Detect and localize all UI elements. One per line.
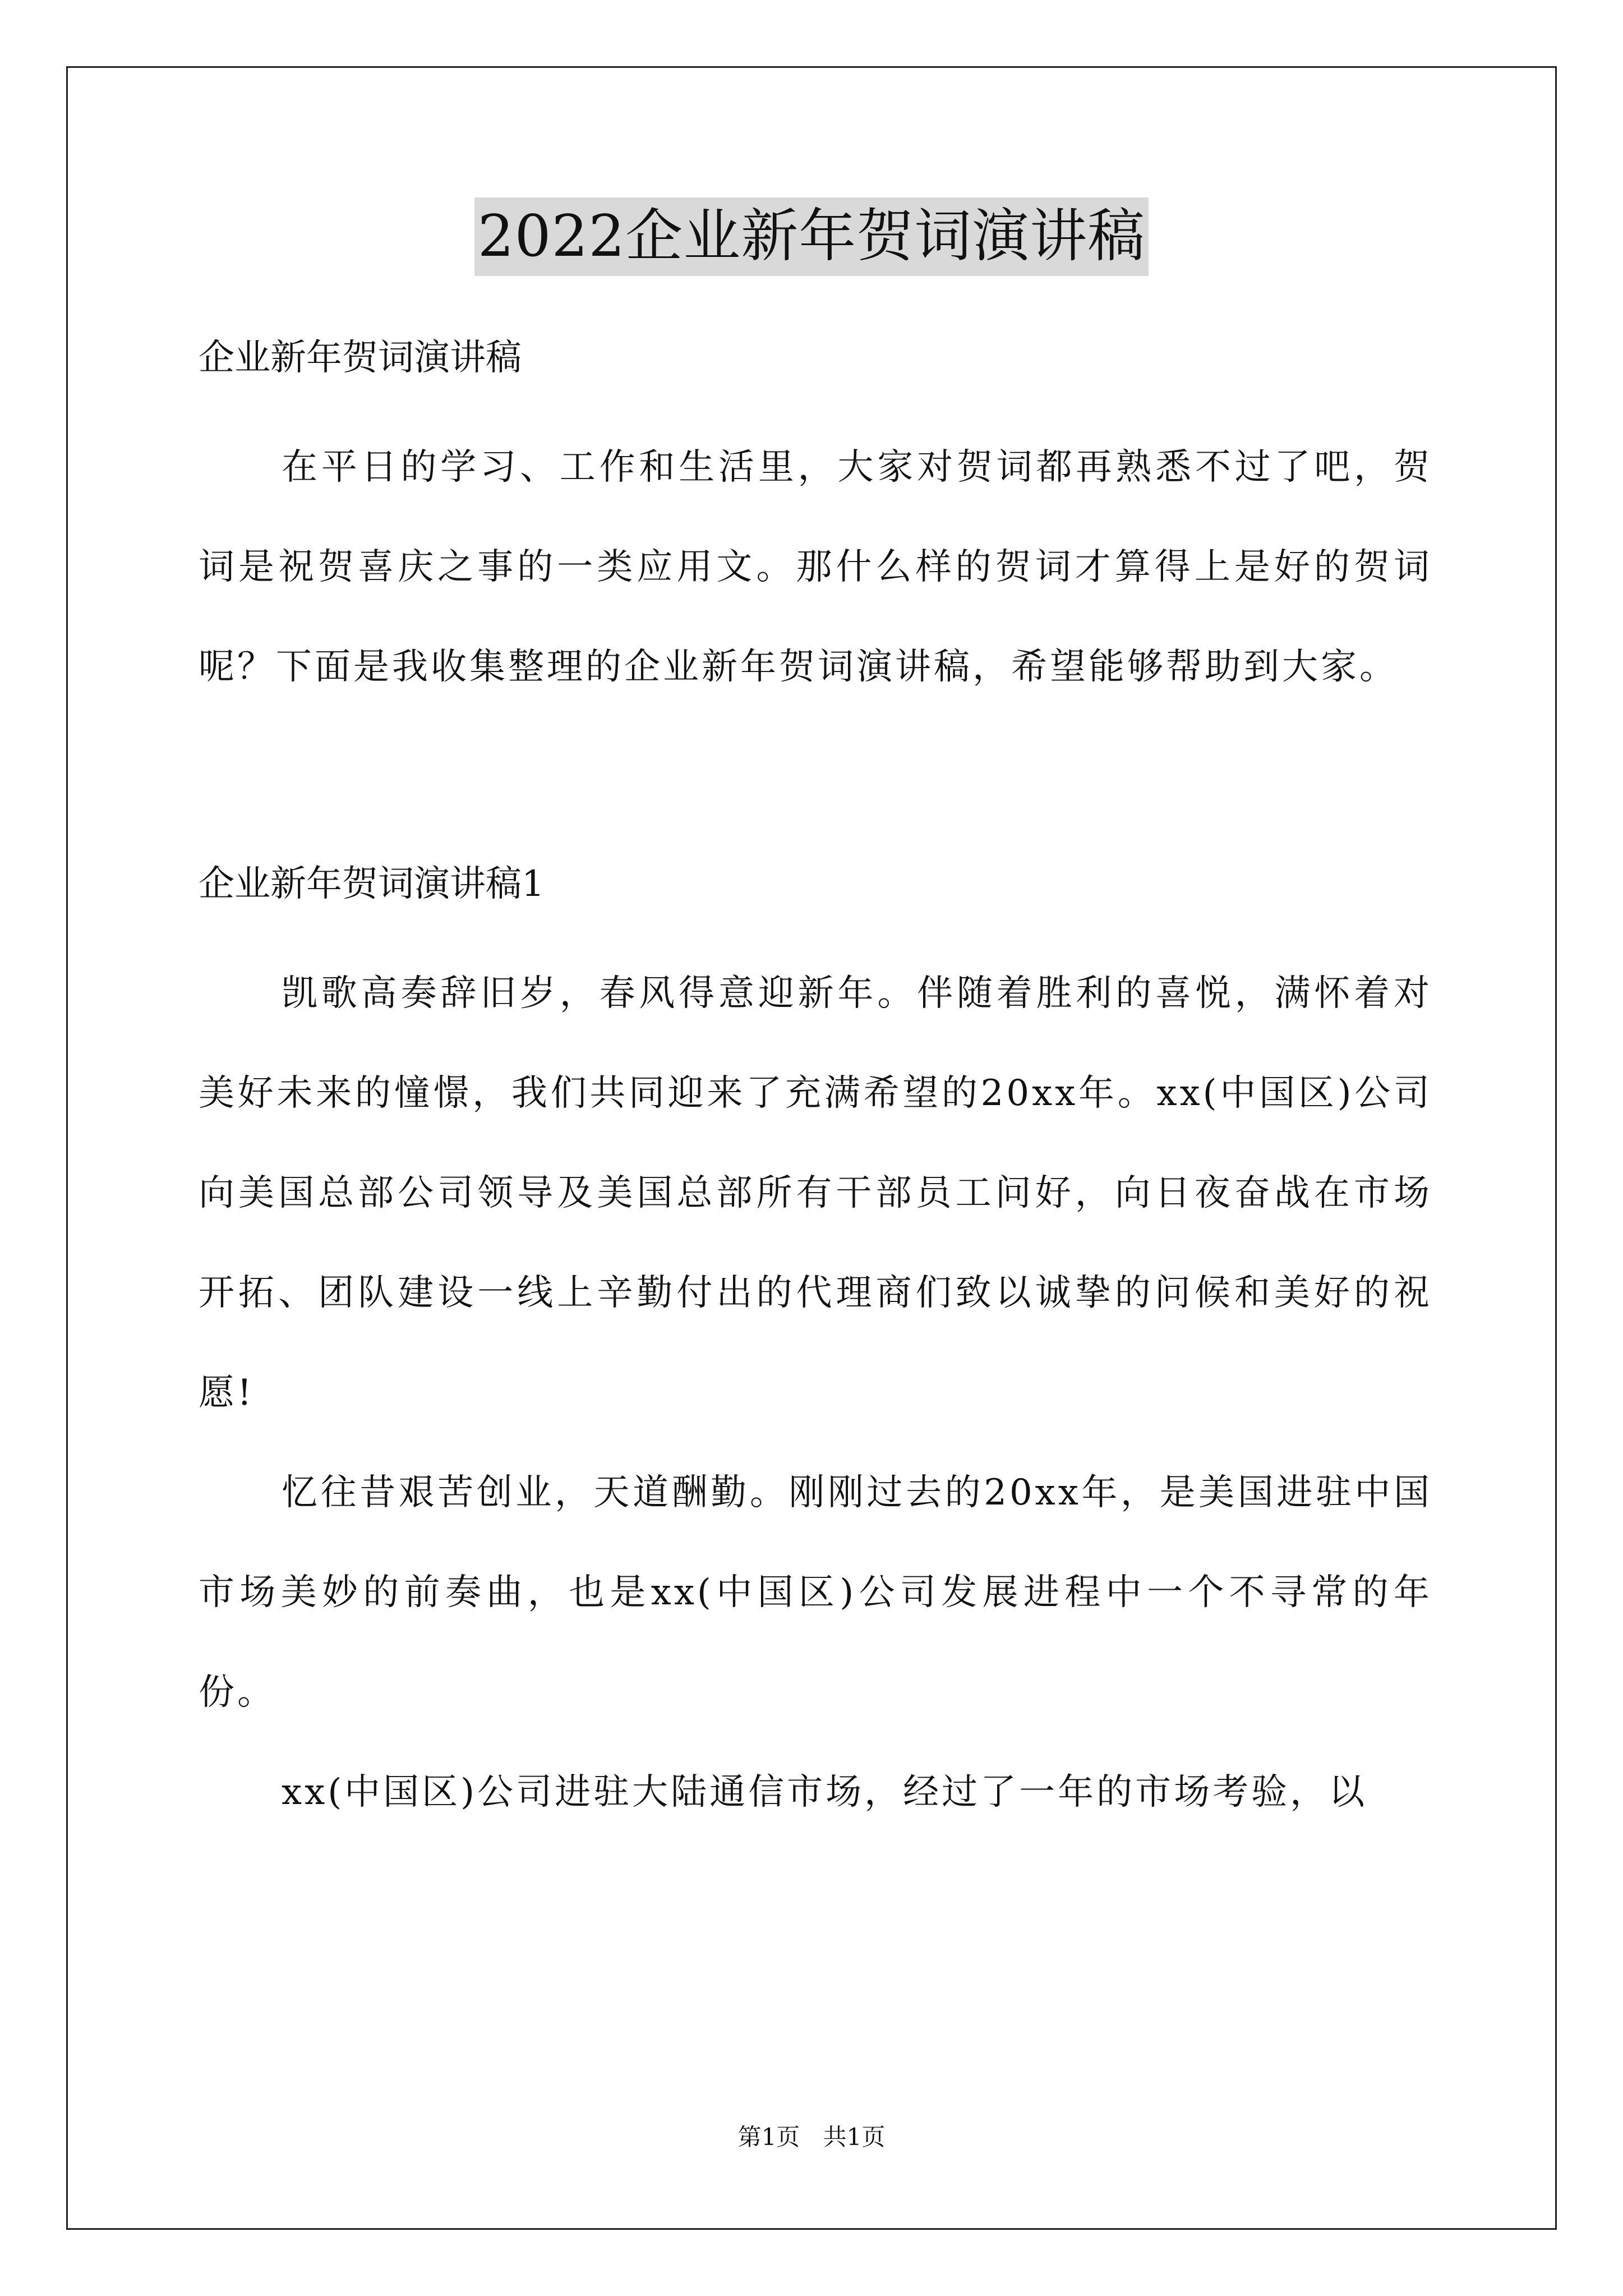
page-footer bbox=[0, 2122, 1623, 2153]
intro-heading: 企业新年贺词演讲稿 bbox=[199, 337, 522, 379]
intro-paragraph: 在平日的学习、工作和生活里，大家对贺词都再熟悉不过了吧，贺词是祝贺喜庆之事的一类应用文。那什么样的贺词才算得上是好的贺词呢？下面是我收集整理的企业新年贺词演讲稿，希望能够帮助到大家。 bbox=[199, 447, 1432, 688]
total-pages: 共1页 bbox=[823, 2123, 886, 2151]
body-paragraph-1: 凯歌高奏辞旧岁，春风得意迎新年。伴随着胜利的喜悦，满怀着对美好未来的憧憬，我们共同迎来了充满希望的20xx年。xx(中国区)公司向美国总部公司领导及美国总部所有干部员工问好，向日夜奋战在市场开拓、团队建设一线上辛勤付出的代理商们致以诚挚的问候和美好的祝愿! bbox=[199, 973, 1432, 1414]
page-number: 第1页 bbox=[737, 2123, 800, 2151]
document-body bbox=[199, 331, 1432, 1842]
title-block bbox=[0, 197, 1623, 276]
section-heading: 企业新年贺词演讲稿1 bbox=[199, 863, 545, 905]
body-paragraph-2: 忆往昔艰苦创业，天道酬勤。刚刚过去的20xx年，是美国进驻中国市场美妙的前奏曲，也是xx(中国区)公司发展进程中一个不寻常的年份。 bbox=[199, 1472, 1432, 1713]
body-paragraph-3: xx(中国区)公司进驻大陆通信市场，经过了一年的市场考验，以 bbox=[282, 1772, 1368, 1813]
document-title: 2022企业新年贺词演讲稿 bbox=[474, 197, 1149, 276]
